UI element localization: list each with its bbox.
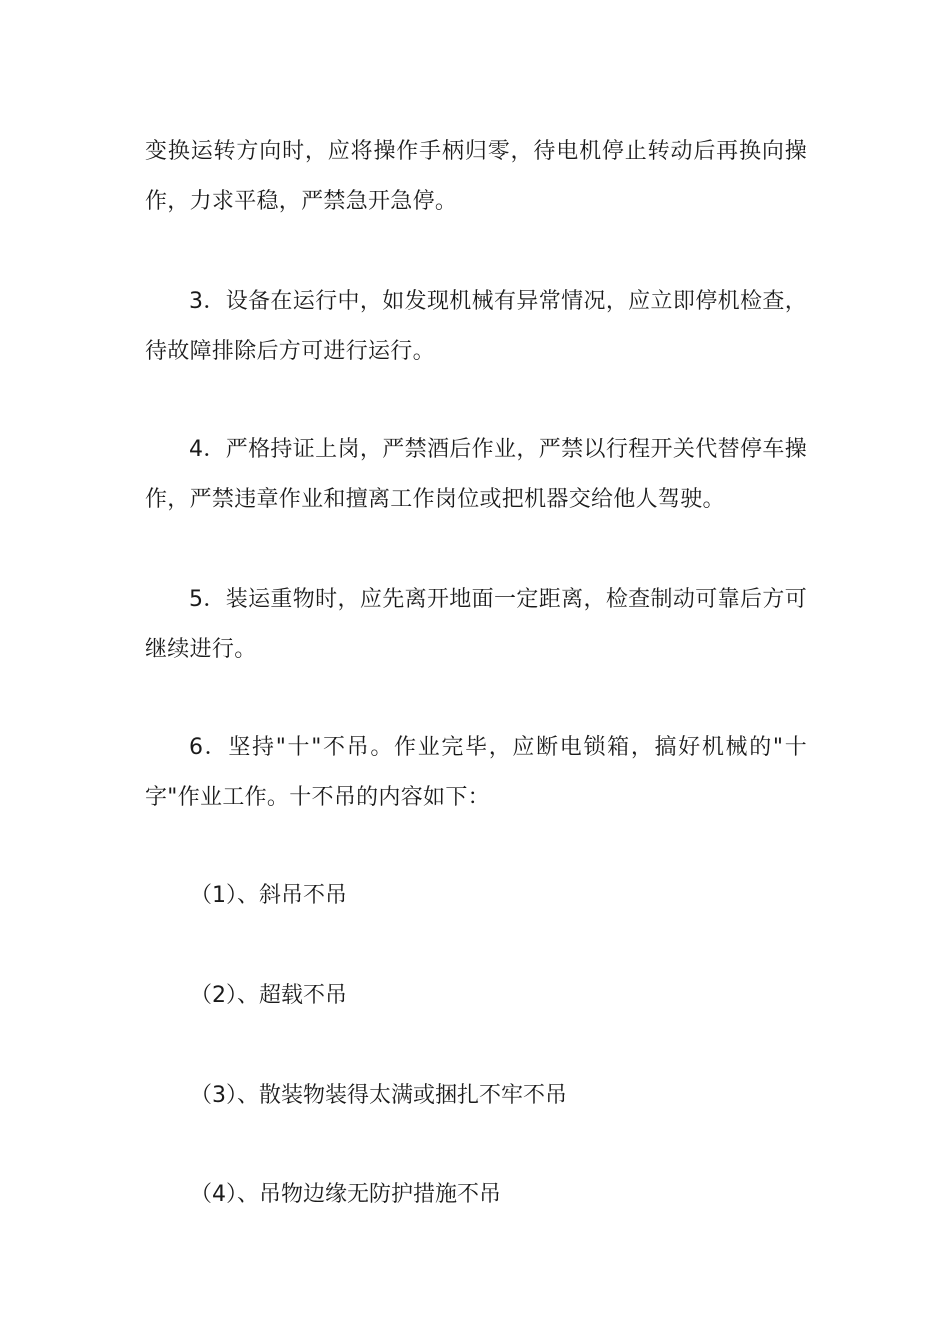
- paragraph-item-6: 6．坚持"十"不吊。作业完毕，应断电锁箱，搞好机械的"十字"作业工作。十不吊的内容如下：: [145, 735, 807, 810]
- list-item-4: （4）、吊物边缘无防护措施不吊: [190, 1182, 501, 1207]
- list-item-2: （2）、超载不吊: [190, 983, 347, 1008]
- paragraph-item-4: 4．严格持证上岗，严禁酒后作业，严禁以行程开关代替停车操作，严禁违章作业和擅离工作岗位或把机器交给他人驾驶。: [145, 437, 807, 512]
- list-item-3: （3）、散装物装得太满或捆扎不牢不吊: [190, 1083, 567, 1108]
- paragraph-direction-change: 变换运转方向时，应将操作手柄归零，待电机停止转动后再换向操作，力求平稳，严禁急开急停。: [145, 139, 807, 214]
- list-item-1: （1）、斜吊不吊: [190, 883, 347, 908]
- paragraph-item-5: 5．装运重物时，应先离开地面一定距离，检查制动可靠后方可继续进行。: [145, 587, 807, 662]
- paragraph-item-3: 3．设备在运行中，如发现机械有异常情况，应立即停机检查，待故障排除后方可进行运行。: [145, 289, 807, 364]
